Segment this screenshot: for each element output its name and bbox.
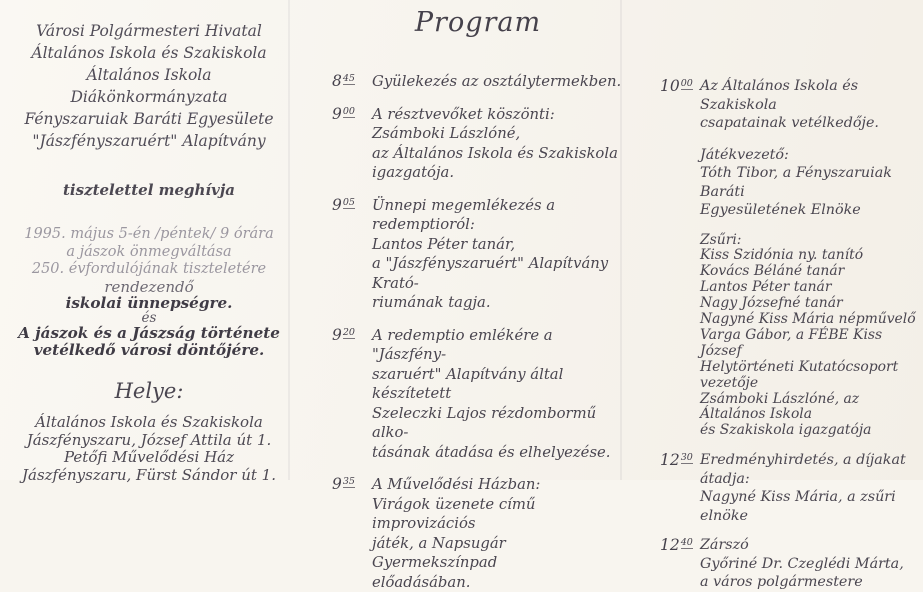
entry-line: Zsámboki Lászlóné, bbox=[372, 124, 618, 144]
entry-line: Virágok üzenete című improvizációs bbox=[372, 495, 624, 534]
schedule-entry bbox=[660, 536, 918, 592]
organization-line: Általános Iskola Diákönkormányzata bbox=[6, 64, 292, 108]
occasion-event-2: A jászok és a Jászság története bbox=[6, 325, 292, 342]
entry-line: az Általános Iskola és Szakiskola bbox=[372, 144, 618, 164]
conjunction: és bbox=[6, 311, 292, 325]
time-label: $9^{20}$ bbox=[332, 326, 372, 344]
entry-line: szaruért" Alapítvány által készítetett bbox=[372, 365, 624, 404]
occasion-block bbox=[6, 226, 292, 358]
minute-superscript: 05 bbox=[343, 197, 355, 209]
program-panel-morning bbox=[332, 0, 624, 592]
time-label: $9^{35}$ bbox=[332, 475, 372, 493]
invitation-panel bbox=[6, 0, 292, 484]
schedule-entry bbox=[660, 451, 918, 525]
entry-line: Nagyné Kiss Mária, a zsűri elnöke bbox=[700, 488, 918, 525]
entry-text bbox=[372, 196, 624, 313]
venue-line: Jászfényszaru, Fürst Sándor út 1. bbox=[6, 467, 292, 485]
entry-line: Győriné Dr. Czeglédi Márta, bbox=[700, 555, 904, 574]
schedule-entry bbox=[660, 77, 918, 439]
time-label: $12^{40}$ bbox=[660, 536, 700, 554]
organizations-block bbox=[6, 20, 292, 152]
minute-superscript: 35 bbox=[343, 476, 355, 488]
entry-text bbox=[372, 105, 618, 183]
subsection-heading: Zsűri: bbox=[700, 233, 918, 249]
entry-line: Kiss Szidónia ny. tanító bbox=[700, 248, 918, 264]
entry-line: Varga Gábor, a FÉBE Kiss József bbox=[700, 328, 918, 360]
time-label: $8^{45}$ bbox=[332, 72, 372, 90]
venue-line: Általános Iskola és Szakiskola bbox=[6, 414, 292, 432]
program-panel-noon bbox=[660, 0, 918, 592]
entry-text bbox=[700, 536, 904, 592]
entry-line: a "Jászfényszaruért" Alapítvány Krató- bbox=[372, 254, 624, 293]
occasion-event-3: vetélkedő városi döntőjére. bbox=[6, 342, 292, 359]
invitation-phrase: tisztelettel meghívja bbox=[6, 181, 292, 199]
entry-text bbox=[372, 326, 624, 463]
occasion-date-line: a jászok önmegváltása bbox=[6, 244, 292, 262]
entry-line: csapatainak vetélkedője. bbox=[700, 114, 918, 133]
entry-line: Szeleczki Lajos rézdombormű alko- bbox=[372, 404, 624, 443]
program-title: Program bbox=[332, 7, 624, 38]
entry-line: Gyülekezés az osztálytermekben. bbox=[372, 72, 621, 92]
time-label: $9^{05}$ bbox=[332, 196, 372, 214]
occasion-event-1: iskolai ünnepségre. bbox=[6, 295, 292, 312]
schedule-entry bbox=[332, 326, 624, 463]
entry-text bbox=[700, 77, 918, 439]
occasion-date-line: 250. évfordulójának tiszteletére bbox=[6, 261, 292, 279]
time-label: $12^{30}$ bbox=[660, 451, 700, 469]
entry-text bbox=[372, 72, 621, 92]
time-label: $10^{00}$ bbox=[660, 77, 700, 95]
entry-line: igazgatója. bbox=[372, 163, 618, 183]
minute-superscript: 00 bbox=[681, 78, 693, 90]
entry-line: Egyesületének Elnöke bbox=[700, 201, 918, 220]
organization-line: Fényszaruiak Baráti Egyesülete bbox=[6, 108, 292, 130]
entry-line: Eredményhirdetés, a díjakat átadja: bbox=[700, 451, 918, 488]
entry-line: előadásában. bbox=[372, 573, 624, 592]
time-label: $9^{00}$ bbox=[332, 105, 372, 123]
schedule-entry bbox=[332, 105, 624, 183]
entry-line: Tóth Tibor, a Fényszaruiak Baráti bbox=[700, 164, 918, 201]
entry-line: Nagy Józsefné tanár bbox=[700, 296, 918, 312]
venue-line: Jászfényszaru, József Attila út 1. bbox=[6, 432, 292, 450]
entry-text bbox=[700, 451, 918, 525]
minute-superscript: 45 bbox=[343, 73, 355, 85]
venue-heading: Helye: bbox=[6, 379, 292, 403]
jury-block bbox=[700, 233, 918, 440]
minute-superscript: 40 bbox=[681, 537, 693, 549]
entry-line: Kovács Béláné tanár bbox=[700, 264, 918, 280]
organization-line: Általános Iskola és Szakiskola bbox=[6, 42, 292, 64]
occasion-line: rendezendő bbox=[6, 279, 292, 295]
schedule-entry bbox=[332, 196, 624, 313]
organization-line: Városi Polgármesteri Hivatal bbox=[6, 20, 292, 42]
entry-line: Lantos Péter tanár, bbox=[372, 235, 624, 255]
minute-superscript: 20 bbox=[343, 327, 355, 339]
organization-line: "Jászfényszaruért" Alapítvány bbox=[6, 130, 292, 152]
entry-line: Zsámboki Lászlóné, az Általános Iskola bbox=[700, 392, 918, 424]
venue-line: Petőfi Művelődési Ház bbox=[6, 449, 292, 467]
entry-line: Az Általános Iskola és Szakiskola bbox=[700, 77, 918, 114]
venue-block bbox=[6, 414, 292, 484]
entry-line: Zárszó bbox=[700, 536, 904, 555]
entry-line: játék, a Napsugár Gyermekszínpad bbox=[372, 534, 624, 573]
schedule-entry bbox=[332, 72, 624, 92]
entry-text bbox=[372, 475, 624, 592]
entry-line: Ünnepi megemlékezés a redemptioról: bbox=[372, 196, 624, 235]
jury-lines bbox=[700, 233, 918, 440]
minute-superscript: 30 bbox=[681, 452, 693, 464]
schedule-entry bbox=[332, 475, 624, 592]
entry-line: a város polgármestere bbox=[700, 573, 904, 592]
occasion-date-line: 1995. május 5-én /péntek/ 9 órára bbox=[6, 226, 292, 244]
entry-line: és Szakiskola igazgatója bbox=[700, 423, 918, 439]
entry-line: Lantos Péter tanár bbox=[700, 280, 918, 296]
entry-line: tásának átadása és elhelyezése. bbox=[372, 443, 624, 463]
minute-superscript: 00 bbox=[343, 106, 355, 118]
subsection-heading: Játékvezető: bbox=[700, 146, 918, 165]
entry-line: A Művelődési Házban: bbox=[372, 475, 624, 495]
referee-block bbox=[700, 146, 918, 220]
entry-line: A résztvevőket köszönti: bbox=[372, 105, 618, 125]
entry-line: Helytörténeti Kutatócsoport vezetője bbox=[700, 360, 918, 392]
entry-line: A redemptio emlékére a "Jászfény- bbox=[372, 326, 624, 365]
entry-line: riumának tagja. bbox=[372, 293, 624, 313]
entry-line: Nagyné Kiss Mária népművelő bbox=[700, 312, 918, 328]
